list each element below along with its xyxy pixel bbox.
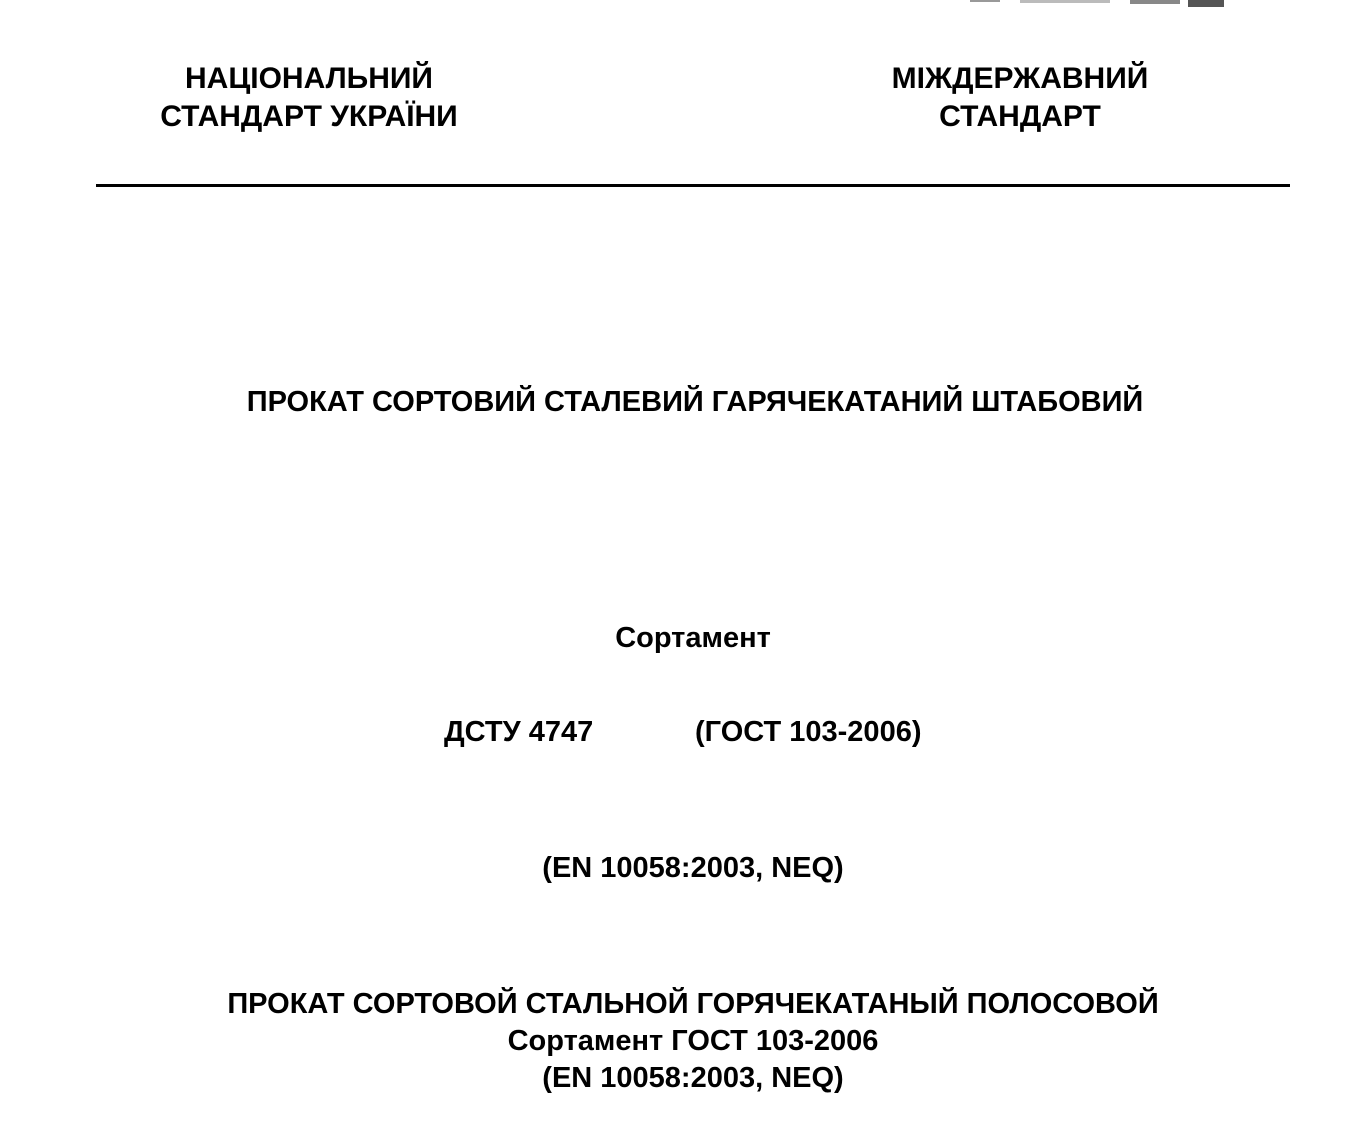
ua-title: ПРОКАТ СОРТОВИЙ СТАЛЕВИЙ ГАРЯЧЕКАТАНИЙ ШТАБОВИЙ	[246, 386, 1144, 418]
dstu-code: ДСТУ 4747	[444, 716, 594, 748]
national-standard-line2: СТАНДАРТ УКРАЇНИ	[160, 100, 458, 133]
ru-subtitle: Сортамент ГОСТ 103-2006	[507, 1025, 879, 1057]
scan-artifact-mark	[960, 0, 1240, 8]
interstate-standard-header	[870, 60, 1170, 136]
national-standard-line1: НАЦІОНАЛЬНИЙ	[184, 62, 433, 95]
ru-title: ПРОКАТ СОРТОВОЙ СТАЛЬНОЙ ГОРЯЧЕКАТАНЫЙ ПОЛОСОВОЙ	[227, 988, 1159, 1020]
interstate-standard-line1: МІЖДЕРЖАВНИЙ	[891, 62, 1149, 95]
ua-subtitle: Сортамент	[615, 622, 771, 654]
header-divider	[96, 184, 1290, 187]
interstate-standard-line2: СТАНДАРТ	[939, 100, 1101, 133]
gost-code: (ГОСТ 103-2006)	[695, 716, 922, 748]
ru-title-block	[0, 986, 1357, 1097]
ru-en-reference: (EN 10058:2003, NEQ)	[542, 1062, 844, 1094]
ua-en-reference: (EN 10058:2003, NEQ)	[542, 852, 844, 884]
national-standard-header	[150, 60, 468, 136]
